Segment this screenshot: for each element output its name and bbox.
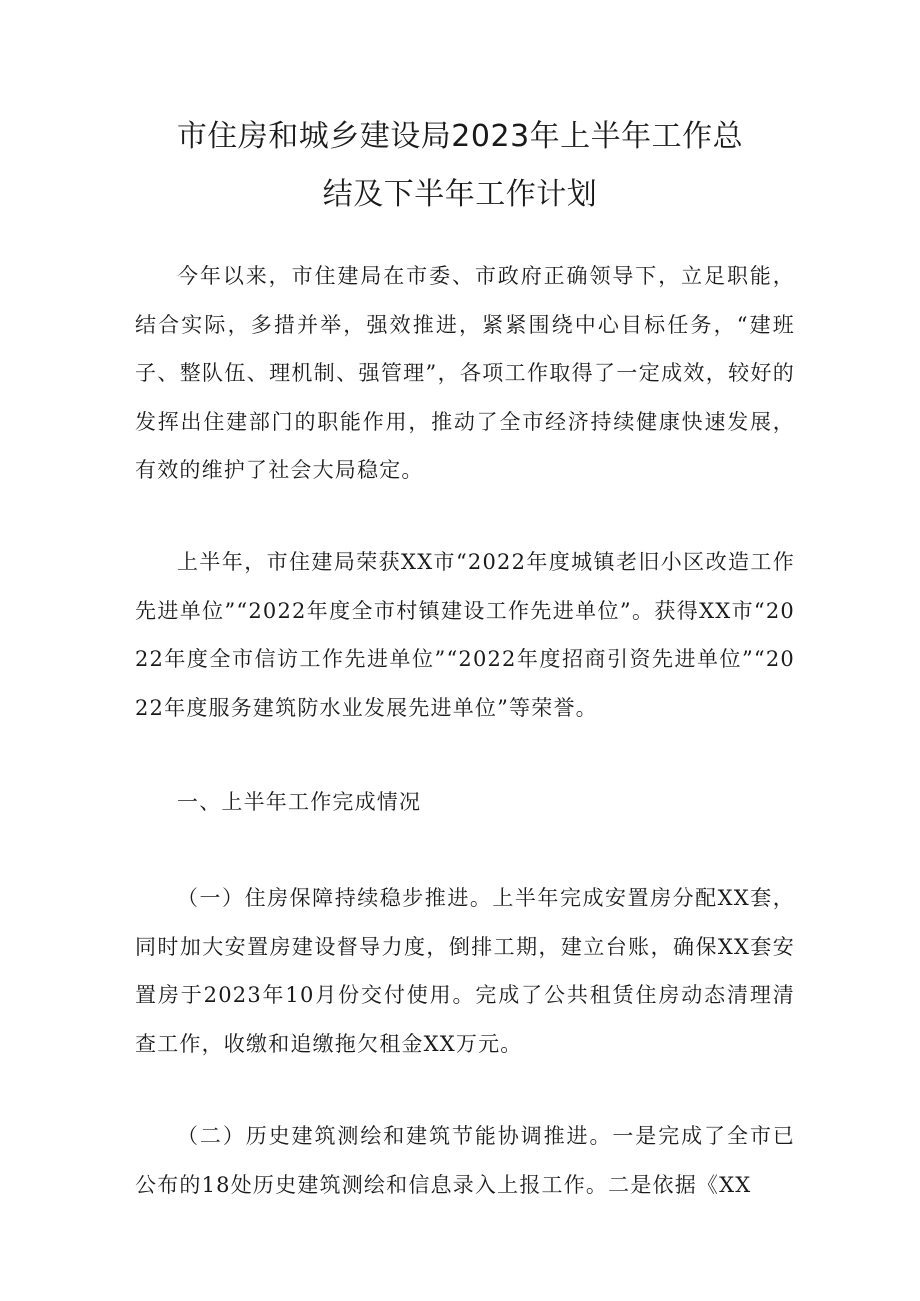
title-line-2: 结及下半年工作计划 <box>322 177 598 212</box>
paragraph-housing: （一）住房保障持续稳步推进。上半年完成安置房分配XX套，同时加大安置房建设督导力度，倒排工期，建立台账，确保XX套安置房于2023年10月份交付使用。完成了公共租赁住房动态清理清查工作，收缴和追缴拖欠租金XX万元。 <box>135 886 795 1056</box>
title-line-1: 市住房和城乡建设局2023年上半年工作总 <box>176 119 744 154</box>
section-heading-1: 一、上半年工作完成情况 <box>177 790 422 814</box>
paragraph-historic-buildings: （二）历史建筑测绘和建筑节能协调推进。一是完成了全市已公布的18处历史建筑测绘和信息录入上报工作。二是依据《XX <box>135 1124 795 1197</box>
paragraph-honors: 上半年，市住建局荣获XX市“2022年度城镇老旧小区改造工作先进单位”“2022年度全市村镇建设工作先进单位”。获得XX市“2022年度全市信访工作先进单位”“2022年度招商引资先进单位”“2022年度服务建筑防水业发展先进单位”等荣誉。 <box>135 550 795 720</box>
paragraph-intro: 今年以来，市住建局在市委、市政府正确领导下，立足职能，结合实际，多措并举，强效推进，紧紧围绕中心目标任务，“建班子、整队伍、理机制、强管理”，各项工作取得了一定成效，较好的发挥出住建部门的职能作用，推动了全市经济持续健康快速发展，有效的维护了社会大局稳定。 <box>135 264 795 482</box>
document-title <box>120 108 800 224</box>
